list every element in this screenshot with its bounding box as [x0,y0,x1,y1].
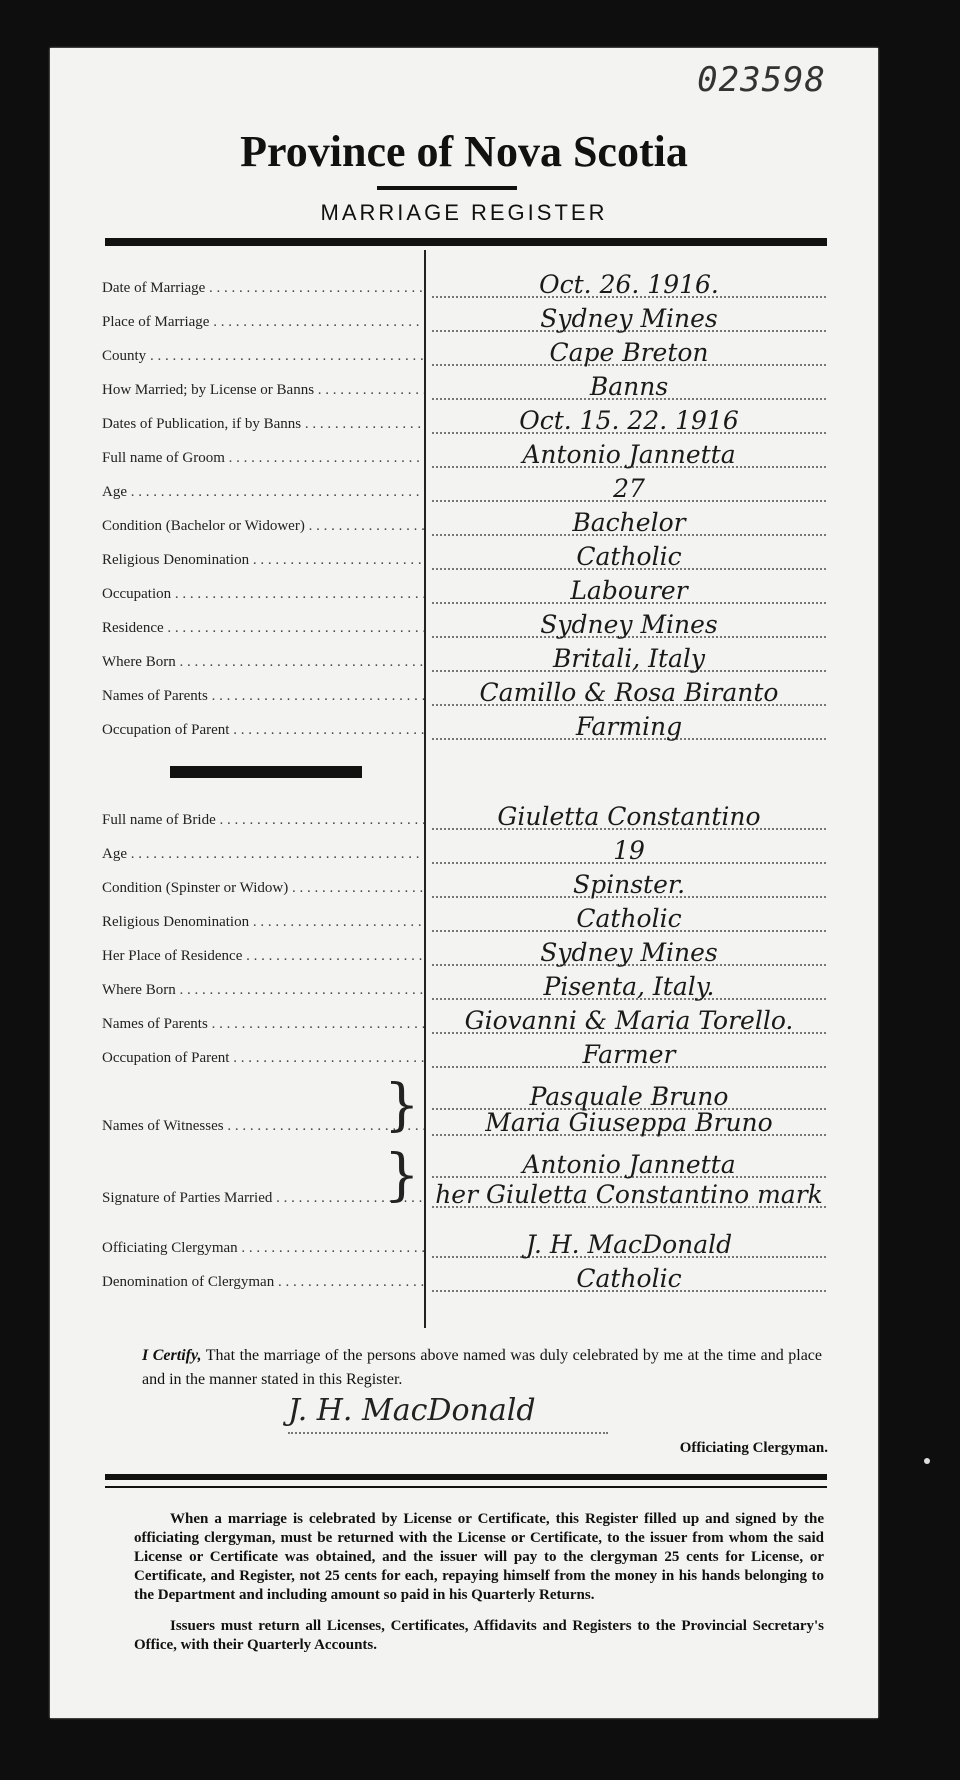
field-label: Place of Marriage . . . [102,314,424,331]
field-label: Occupation . . . [102,586,424,603]
field-row [50,442,878,476]
certify-heading: I Certify, [142,1347,202,1364]
signature-value: Antonio Jannetta [522,1150,736,1179]
witness-value: Pasquale Bruno [529,1082,729,1111]
field-label: Her Place of Residence . . . [102,948,424,965]
field-label: How Married; by License or Banns . . . [102,382,424,399]
field-label: Full name of Bride . . . [102,812,424,829]
field-row [50,272,878,306]
field-label: Signature of Parties Married . . . [102,1190,424,1207]
field-label: Denomination of Clergyman . . . [102,1274,424,1291]
field-row [50,1232,878,1266]
field-row [50,1008,878,1042]
witness-row [50,1110,878,1144]
field-row [50,510,878,544]
field-value: Oct. 15. 22. 1916 [519,406,739,435]
field-label: Age . . . [102,484,424,501]
field-label: Officiating Clergyman . . . [102,1240,424,1257]
field-row [50,646,878,680]
certification-text [142,1344,822,1392]
field-value: Sydney Mines [540,610,718,639]
field-row [50,906,878,940]
certify-body: That the marriage of the persons above named was duly celebrated by me at the time and place and in the manner stated in this Register. [142,1347,823,1388]
field-label: Names of Parents . . . [102,688,424,705]
field-value: Antonio Jannetta [522,440,736,469]
field-label: Religious Denomination . . . [102,552,424,569]
field-label: Age . . . [102,846,424,863]
field-row [50,408,878,442]
field-row [50,374,878,408]
field-label: Where Born . . . [102,654,424,671]
field-value: 27 [613,474,645,503]
instruction-paragraph: When a marriage is celebrated by License or Certificate, this Register filled up and signed by the officiating clergyman, must be returned with the License or Certificate, to the issuer from whom the said License or Certificate was obtained, and the issuer will pay to the clergyman 25 cents for License, or Certificate, and Register, not 25 cents for each, repaying himself from the money in his hands belonging to the Department and including amount so paid in his Quarterly Returns. [134,1511,824,1603]
field-value: Sydney Mines [540,304,718,333]
field-value: Labourer [570,576,688,605]
field-label: Condition (Spinster or Widow) . . . [102,880,424,897]
field-row [50,306,878,340]
signature-line [288,1432,608,1434]
title-underline [377,186,517,190]
field-label: Full name of Groom . . . [102,450,424,467]
clergy-signature: J. H. MacDonald [288,1393,536,1428]
field-row [50,1042,878,1076]
field-label: Religious Denomination . . . [102,914,424,931]
footer-rule [105,1474,827,1480]
register-number: 023598 [697,60,826,100]
instructions [134,1510,824,1667]
register-form [50,48,878,1718]
field-value: Catholic [576,1264,682,1293]
field-value: Sydney Mines [540,938,718,967]
instruction-paragraph: Issuers must return all Licenses, Certificates, Affidavits and Registers to the Provincial Secretary's Office, with their Quarterly Accounts. [134,1618,824,1653]
clergy-caption: Officiating Clergyman. [679,1440,828,1456]
field-value: Banns [589,372,669,401]
field-row [50,340,878,374]
brace-icon: } [384,1143,420,1208]
scan-mark [924,1458,930,1464]
field-value: Britali, Italy [552,644,706,673]
brace-icon: } [384,1073,420,1138]
field-value: Giovanni & Maria Torello. [464,1006,794,1035]
signature-value: her Giuletta Constantino mark [435,1180,823,1209]
field-label: Occupation of Parent . . . [102,722,424,739]
field-row [50,872,878,906]
field-value: Camillo & Rosa Biranto [479,678,779,707]
field-row [50,612,878,646]
field-value: Catholic [576,542,682,571]
witness-value: Maria Giuseppa Bruno [485,1108,773,1137]
field-row [50,940,878,974]
field-row [50,680,878,714]
field-value: Farming [575,712,683,741]
signature-row [50,1182,878,1216]
field-row [50,578,878,612]
page-subtitle: MARRIAGE REGISTER [320,200,608,225]
field-value: 19 [613,836,645,865]
field-value: J. H. MacDonald [525,1230,733,1259]
field-value: Catholic [576,904,682,933]
field-label: Condition (Bachelor or Widower) . . . [102,518,424,535]
field-row [50,714,878,748]
field-value: Oct. 26. 1916. [539,270,719,299]
field-value: Spinster. [572,870,686,899]
field-label: Where Born . . . [102,982,424,999]
field-value: Pisenta, Italy. [543,972,715,1001]
header-rule [105,238,827,246]
field-row [50,838,878,872]
field-value: Bachelor [572,508,686,537]
field-value: Farmer [582,1040,676,1069]
page-title: Province of Nova Scotia [240,127,688,176]
section-separator [170,766,362,778]
field-value: Giuletta Constantino [497,802,761,831]
field-value: Cape Breton [549,338,709,367]
footer-rule-thin [105,1486,827,1488]
field-label: Occupation of Parent . . . [102,1050,424,1067]
field-row [50,476,878,510]
field-label: Names of Parents . . . [102,1016,424,1033]
field-label: Residence . . . [102,620,424,637]
field-row [50,544,878,578]
field-label: Date of Marriage . . . [102,280,424,297]
field-label: Dates of Publication, if by Banns . . . [102,416,424,433]
field-row [50,1266,878,1300]
field-row [50,974,878,1008]
field-label: Names of Witnesses . . . [102,1118,424,1135]
field-label: County . . . [102,348,424,365]
field-row [50,804,878,838]
